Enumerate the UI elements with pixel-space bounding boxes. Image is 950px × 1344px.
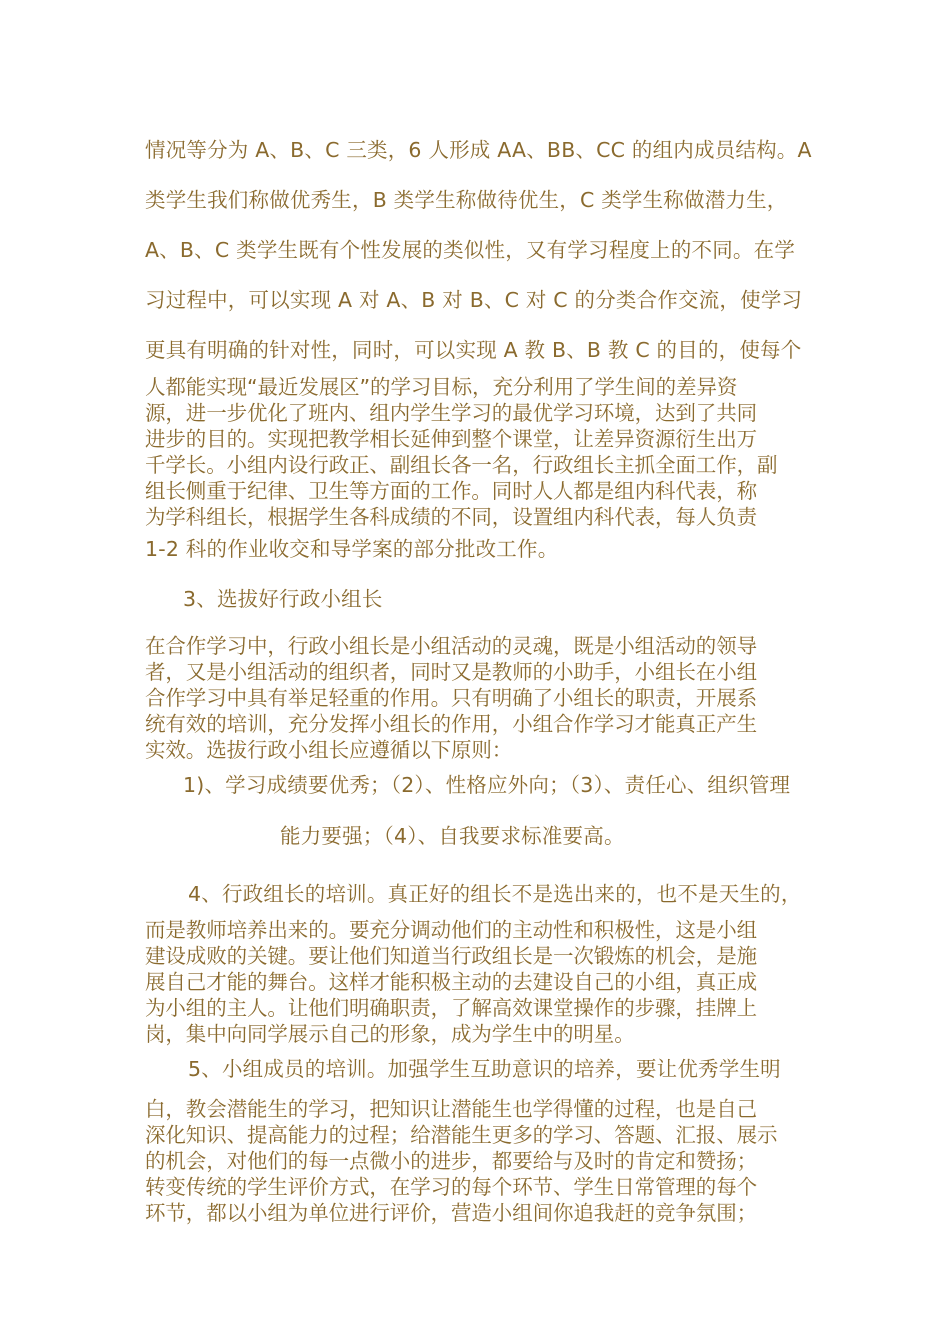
text-line: 实效。选拔行政小组长应遵循以下原则： <box>145 738 513 762</box>
text-line: 组长侧重于纪律、卫生等方面的工作。同时人人都是组内科代表，称 <box>145 479 757 503</box>
text-line: 建设成败的关键。要让他们知道当行政组长是一次锻炼的机会，是施 <box>145 944 757 968</box>
text-line: 习过程中，可以实现 A 对 A、B 对 B、C 对 C 的分类合作交流，使学习 <box>145 288 803 312</box>
text-line: 展自己才能的舞台。这样才能积极主动的去建设自己的小组，真正成 <box>145 970 757 994</box>
section-heading: 3、选拔好行政小组长 <box>183 587 383 611</box>
text-line: 千学长。小组内设行政正、副组长各一名，行政组长主抓全面工作，副 <box>145 453 778 477</box>
text-line: 情况等分为 A、B、C 三类，6 人形成 AA、BB、CC 的组内成员结构。A <box>145 138 812 162</box>
text-line: 1)、学习成绩要优秀；（2）、性格应外向；（3）、责任心、组织管理 <box>183 773 791 797</box>
text-line: 岗，集中向同学展示自己的形象，成为学生中的明星。 <box>145 1022 635 1046</box>
text-line: 类学生我们称做优秀生，B 类学生称做待优生，C 类学生称做潜力生， <box>145 188 788 212</box>
text-line: A、B、C 类学生既有个性发展的类似性，又有学习程度上的不同。在学 <box>145 238 796 262</box>
text-line: 为小组的主人。让他们明确职责，了解高效课堂操作的步骤，挂牌上 <box>145 996 757 1020</box>
text-line: 转变传统的学生评价方式，在学习的每个环节、学生日常管理的每个 <box>145 1175 757 1199</box>
text-line: 环节，都以小组为单位进行评价，营造小组间你追我赶的竞争氛围； <box>145 1201 757 1225</box>
text-line: 深化知识、提高能力的过程；给潜能生更多的学习、答题、汇报、展示 <box>145 1123 778 1147</box>
section-heading: 5、小组成员的培训。加强学生互助意识的培养，要让优秀学生明 <box>188 1057 781 1081</box>
text-line: 统有效的培训，充分发挥小组长的作用，小组合作学习才能真正产生 <box>145 712 757 736</box>
text-line: 而是教师培养出来的。要充分调动他们的主动性和积极性，这是小组 <box>145 918 757 942</box>
text-line: 的机会，对他们的每一点微小的进步，都要给与及时的肯定和赞扬； <box>145 1149 757 1173</box>
text-line: 为学科组长，根据学生各科成绩的不同，设置组内科代表，每人负责 <box>145 505 757 529</box>
text-line: 更具有明确的针对性，同时，可以实现 A 教 B、B 教 C 的目的，使每个 <box>145 338 802 362</box>
text-line: 1-2 科的作业收交和导学案的部分批改工作。 <box>145 537 559 561</box>
section-heading: 4、行政组长的培训。真正好的组长不是选出来的，也不是天生的， <box>188 882 802 906</box>
text-line: 进步的目的。实现把教学相长延伸到整个课堂，让差异资源衍生出万 <box>145 427 757 451</box>
text-line: 白，教会潜能生的学习，把知识让潜能生也学得懂的过程，也是自己 <box>145 1097 757 1121</box>
text-line: 源，进一步优化了班内、组内学生学习的最优学习环境，达到了共同 <box>145 401 757 425</box>
text-line: 在合作学习中，行政小组长是小组活动的灵魂，既是小组活动的领导 <box>145 634 757 658</box>
text-line: 能力要强；（4）、自我要求标准要高。 <box>280 824 625 848</box>
text-line: 者，又是小组活动的组织者，同时又是教师的小助手，小组长在小组 <box>145 660 757 684</box>
text-line: 合作学习中具有举足轻重的作用。只有明确了小组长的职责，开展系 <box>145 686 757 710</box>
text-line: 人都能实现“最近发展区”的学习目标，充分利用了学生间的差异资 <box>145 375 738 399</box>
